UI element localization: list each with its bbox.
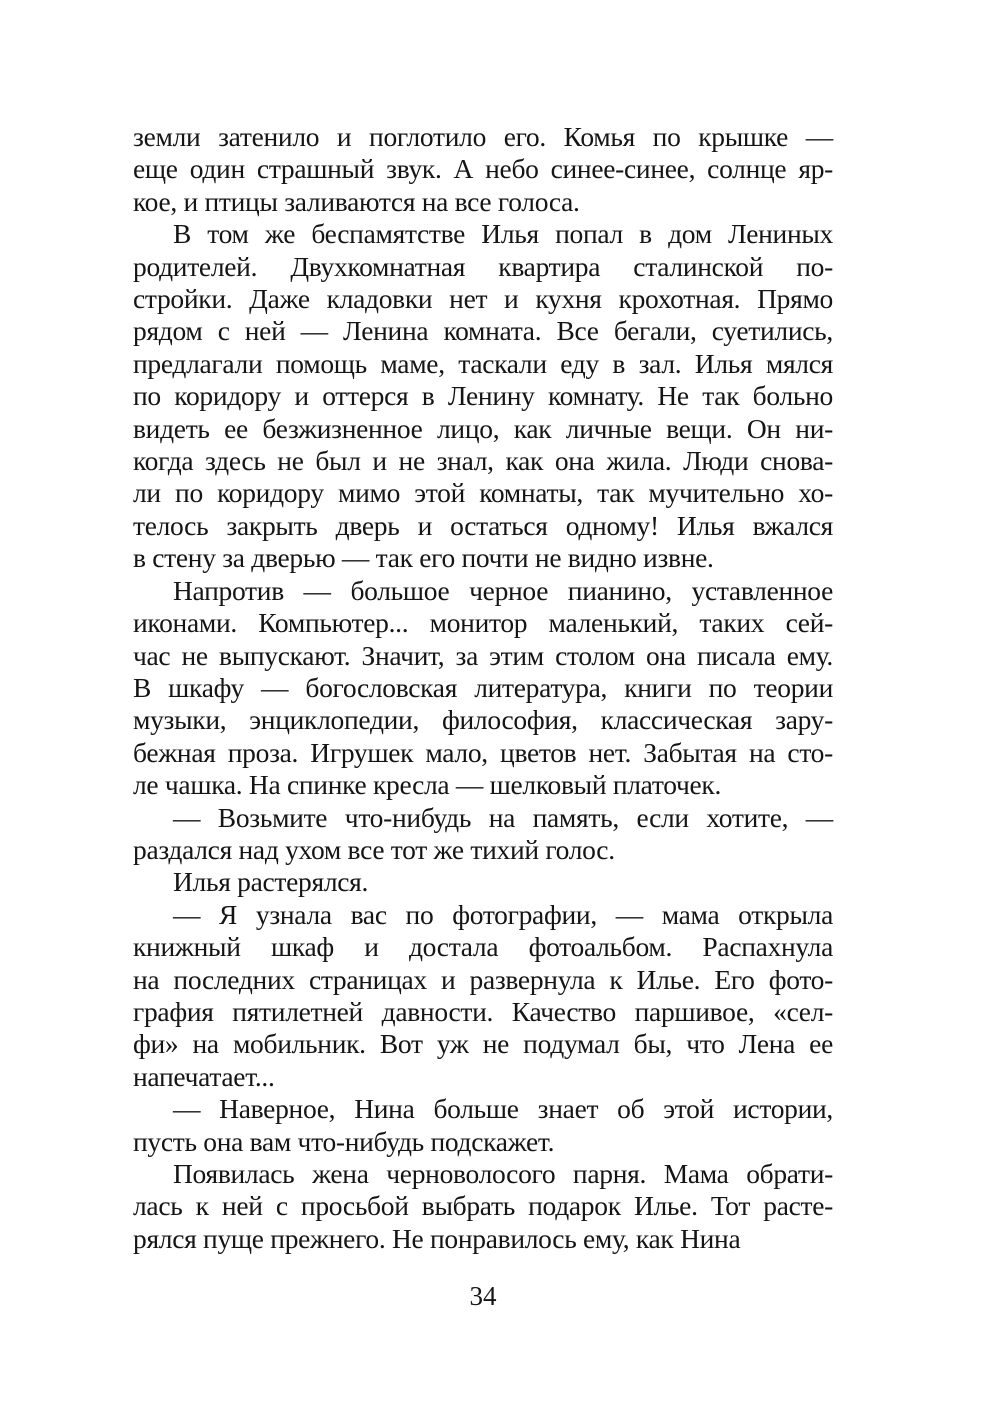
text-line: в стену за дверью — так его почти не видно извне. — [133, 542, 714, 574]
text-line: на последних страницах и развернула к Илье. Его фото- — [133, 963, 833, 995]
text-line: фи» на мобильник. Вот уж не подумал бы, что Лена ее — [133, 1028, 833, 1060]
text-line: В шкафу — богословская литература, книги по теории — [133, 671, 833, 703]
text-line: напечатает... — [133, 1060, 275, 1092]
paragraph — [133, 121, 833, 218]
page-number: 34 — [469, 1281, 497, 1311]
text-line: телось закрыть дверь и остаться одному! Илья вжался — [133, 509, 833, 541]
text-line: еще один страшный звук. А небо синее-синее, солнце яр- — [133, 153, 833, 185]
text-block — [133, 121, 833, 1255]
text-line: кое, и птицы заливаются на все голоса. — [133, 185, 580, 217]
text-line: — Я узнала вас по фотографии, — мама открыла — [173, 898, 833, 930]
paragraph — [133, 866, 833, 898]
paragraph — [133, 802, 833, 867]
text-line: бежная проза. Игрушек мало, цветов нет. Забытая на сто- — [133, 736, 833, 768]
paragraph — [133, 218, 833, 574]
paragraph — [133, 899, 833, 1093]
text-line: — Возьмите что-нибудь на память, если хотите, — — [173, 801, 833, 833]
text-line: ле чашка. На спинке кресла — шелковый платочек. — [133, 769, 722, 801]
text-line: раздался над ухом все тот же тихий голос. — [133, 833, 615, 865]
text-line: Появилась жена черноволосого парня. Мама обрати- — [173, 1158, 833, 1189]
text-line: лась к ней с просьбой выбрать подарок Илье. Тот расте- — [133, 1190, 833, 1222]
text-line: пусть она вам что-нибудь подскажет. — [133, 1125, 555, 1157]
paragraph — [133, 575, 833, 802]
text-line: иконами. Компьютер... монитор маленький, таких сей- — [133, 607, 833, 639]
text-line: рядом с ней — Ленина комната. Все бегали, суетились, — [133, 315, 833, 347]
text-line: В том же беспамятстве Илья попал в дом Лениных — [173, 218, 833, 250]
text-line: земли затенило и поглотило его. Комья по крышке — — [133, 121, 833, 152]
paragraph — [133, 1158, 833, 1255]
paragraph — [133, 1093, 833, 1158]
text-line: стройки. Даже кладовки нет и кухня крохотная. Прямо — [133, 283, 833, 315]
text-line: Напротив — большое черное пианино, уставленное — [173, 574, 833, 606]
text-line: по коридору и оттерся в Ленину комнату. Не так больно — [133, 380, 833, 412]
text-line: видеть ее безжизненное лицо, как личные вещи. Он ни- — [133, 412, 833, 444]
text-line: когда здесь не был и не знал, как она жила. Люди снова- — [133, 445, 833, 477]
text-line: — Наверное, Нина больше знает об этой истории, — [173, 1093, 833, 1125]
text-line: родителей. Двухкомнатная квартира сталинской по- — [133, 250, 833, 282]
text-line: ли по коридору мимо этой комнаты, так мучительно хо- — [133, 477, 833, 509]
text-line: книжный шкаф и достала фотоальбом. Распахнула — [133, 931, 833, 963]
text-line: рялся пуще прежнего. Не понравилось ему, как Нина — [133, 1222, 741, 1254]
text-line: предлагали помощь маме, таскали еду в зал. Илья мялся — [133, 347, 833, 379]
text-line: час не выпускают. Значит, за этим столом она писала ему. — [133, 639, 833, 671]
text-line: Илья растерялся. — [173, 866, 369, 898]
text-line: музыки, энциклопедии, философия, классическая зару- — [133, 704, 833, 736]
text-line: графия пятилетней давности. Качество паршивое, «сел- — [133, 995, 833, 1027]
